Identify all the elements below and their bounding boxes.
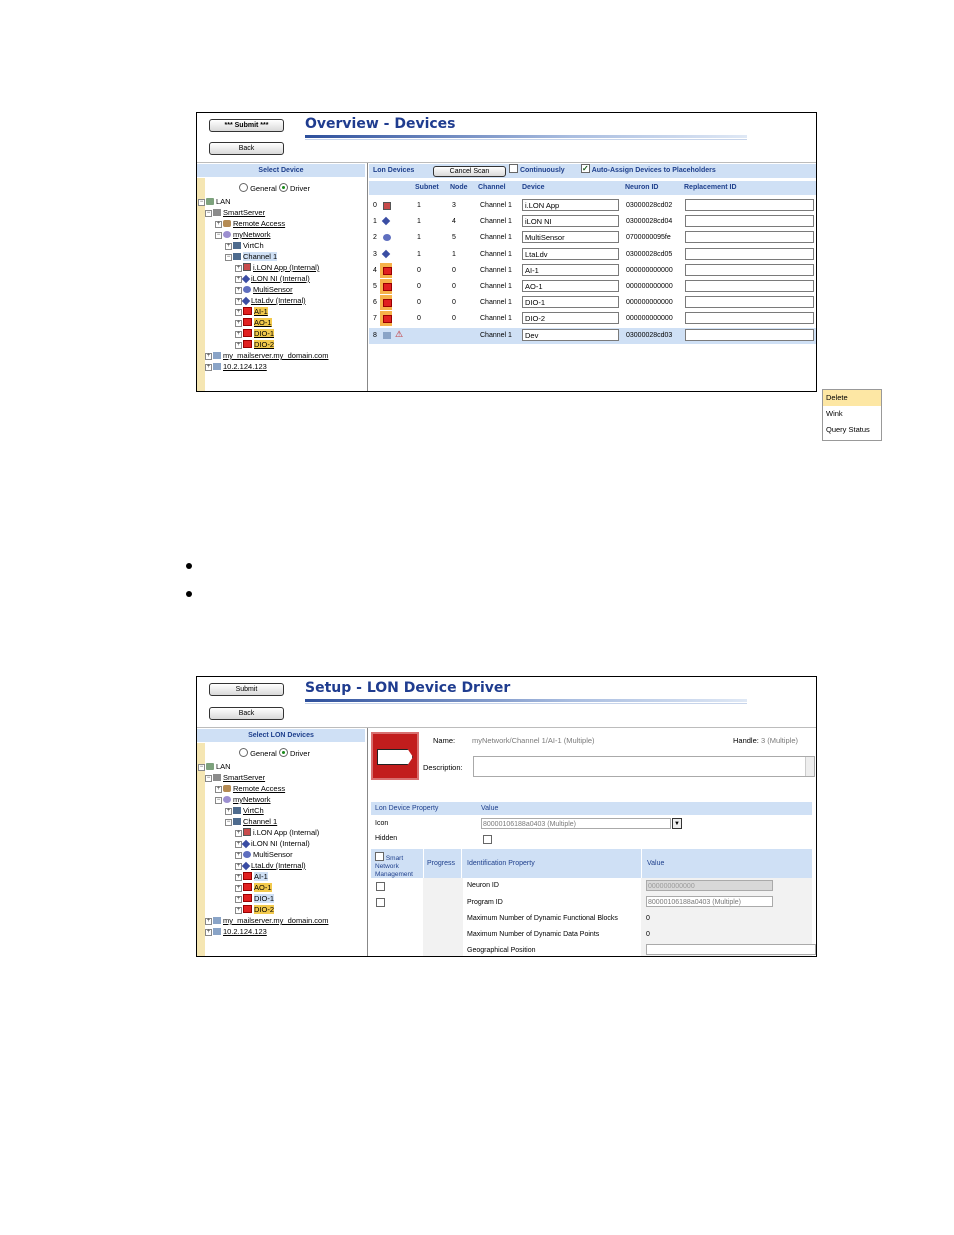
replacement-id-input[interactable]: [685, 312, 814, 324]
tree-item-ilon-ni[interactable]: + iLON NI (Internal): [236, 274, 310, 283]
tree-item-remote-access[interactable]: + Remote Access: [216, 219, 286, 228]
tree-item-lan[interactable]: − LAN: [199, 762, 231, 771]
node-cell: 1: [452, 250, 456, 258]
device-type-icon: [383, 202, 391, 210]
title-underline: [305, 135, 747, 138]
device-name-input[interactable]: Dev: [522, 329, 619, 341]
collapse-icon[interactable]: −: [199, 764, 204, 770]
bullet-point: [186, 563, 192, 569]
tree-item-lan[interactable]: − LAN: [199, 197, 231, 206]
radio-general-label: General: [250, 749, 277, 758]
network-icon: [223, 231, 231, 238]
cancel-scan-button[interactable]: Cancel Scan: [433, 166, 506, 177]
device-name-input[interactable]: DIO-1: [522, 296, 619, 308]
submit-button[interactable]: *** Submit ***: [209, 119, 284, 132]
expand-icon[interactable]: +: [236, 907, 241, 913]
tree-item-dio-2[interactable]: + DIO-2: [236, 905, 275, 914]
tree-item-ilon-app[interactable]: + i.LON App (Internal): [236, 263, 320, 272]
network-icon: [223, 796, 231, 803]
title-underline: [305, 699, 747, 702]
max-dyn-datapoints-value: 0: [646, 931, 650, 938]
smart-network-mgmt-label: Smart Network Management: [375, 855, 413, 878]
auto-assign-label: Auto-Assign Devices to Placeholders: [591, 167, 716, 174]
column-divider: [423, 849, 424, 878]
sensor-icon: [243, 286, 251, 293]
radio-general[interactable]: [239, 183, 248, 192]
radio-driver-label: Driver: [289, 184, 310, 193]
hidden-checkbox[interactable]: [483, 835, 492, 844]
header-divider: [197, 162, 816, 163]
top-button-panel: [197, 113, 298, 163]
tree-item-multisensor[interactable]: + MultiSensor: [236, 850, 293, 859]
collapse-icon[interactable]: −: [199, 199, 204, 205]
description-textarea[interactable]: [473, 756, 815, 777]
subnet-cell: 0: [417, 299, 421, 307]
placeholder-device-icon: [243, 329, 252, 337]
icon-label: Icon: [375, 820, 389, 827]
collapse-icon[interactable]: −: [216, 797, 221, 803]
icon-field[interactable]: 80000106188a0403 (Multiple): [481, 818, 671, 829]
server-icon: [213, 209, 221, 216]
tree-item-ilon-app[interactable]: + i.LON App (Internal): [236, 828, 320, 837]
device-type-icon: [383, 332, 391, 339]
radio-general-label: General: [250, 184, 277, 193]
select-device-header: Select Device: [197, 164, 365, 177]
col-identification-property: Identification Property: [467, 860, 535, 867]
radio-general[interactable]: [239, 748, 248, 757]
tree-item-mynetwork[interactable]: − myNetwork: [216, 230, 271, 239]
max-dyn-datapoints-label: Maximum Number of Dynamic Data Points: [467, 931, 600, 938]
channel-cell: Channel 1: [480, 283, 512, 290]
device-context-menu: [822, 389, 882, 441]
replacement-id-input[interactable]: [685, 296, 814, 308]
col-device[interactable]: Device: [522, 184, 545, 191]
device-type-icon: [383, 283, 392, 291]
pane-divider: [367, 728, 368, 956]
device-type-icon: [383, 299, 392, 307]
col-replacement-id[interactable]: Replacement ID: [684, 184, 737, 191]
back-button[interactable]: Back: [209, 142, 284, 155]
placeholder-device-icon: [243, 307, 252, 315]
tree-item-mailserver[interactable]: + my_mailserver.my_domain.com: [206, 351, 329, 360]
submit-button[interactable]: Submit: [209, 683, 284, 696]
title-underline-2: [305, 139, 747, 140]
top-button-panel: [197, 677, 298, 727]
program-id-label: Program ID: [467, 899, 503, 906]
neuron-id-cell: 000000000000: [626, 266, 673, 274]
continuously-label: Continuously: [519, 167, 565, 174]
device-properties-pane: [369, 728, 816, 956]
collapse-icon[interactable]: −: [206, 775, 211, 781]
neuron-id-cell: 0700000095fe: [626, 234, 671, 242]
expand-icon[interactable]: +: [236, 298, 241, 304]
node-cell: 0: [452, 315, 456, 323]
expand-icon[interactable]: +: [236, 309, 241, 315]
node-cell: 0: [452, 266, 456, 274]
tree-item-ao-1[interactable]: + AO-1: [236, 883, 272, 892]
subnet-cell: 0: [417, 266, 421, 274]
select-lon-devices-header: Select LON Devices: [197, 729, 365, 742]
hidden-label: Hidden: [375, 835, 398, 842]
placeholder-device-icon: [243, 318, 252, 326]
expand-icon[interactable]: +: [236, 885, 241, 891]
menu-item-query-status[interactable]: Query Status: [826, 425, 870, 434]
geo-position-label: Geographical Position: [467, 947, 536, 954]
lan-icon: [206, 763, 214, 770]
collapse-icon[interactable]: −: [206, 210, 211, 216]
name-value: myNetwork/Channel 1/AI-1 (Multiple): [472, 736, 595, 745]
channel-cell: Channel 1: [480, 299, 512, 307]
tree-item-remote-access[interactable]: + Remote Access: [216, 784, 286, 793]
col-channel[interactable]: Channel: [478, 184, 506, 191]
neuron-id-cell: 000000000000: [626, 315, 673, 323]
tree-item-mynetwork[interactable]: − myNetwork: [216, 795, 271, 804]
collapse-icon[interactable]: −: [216, 232, 221, 238]
tree-item-dio-2[interactable]: + DIO-2: [236, 340, 275, 349]
column-divider: [641, 849, 642, 878]
expand-icon[interactable]: +: [216, 221, 221, 227]
neuron-id-cell: 03000028cd04: [626, 218, 673, 226]
channel-icon: [233, 242, 241, 249]
expand-icon[interactable]: +: [236, 287, 241, 293]
tree-item-channel-1[interactable]: − Channel 1: [226, 252, 278, 261]
device-type-icon: [383, 315, 392, 323]
node-cell: 0: [452, 283, 456, 290]
col-value-2: Value: [647, 860, 665, 867]
expand-icon[interactable]: +: [236, 874, 241, 880]
page-title: Setup - LON Device Driver: [305, 680, 511, 696]
placeholder-device-icon: [243, 872, 252, 880]
computer-icon: [213, 917, 221, 924]
channel-cell: Channel 1: [480, 331, 512, 339]
channel-cell: Channel 1: [480, 202, 512, 209]
col-progress: Progress: [427, 860, 456, 867]
expand-icon[interactable]: +: [236, 276, 241, 282]
phone-icon: [223, 785, 231, 792]
max-dyn-fblocks-label: Maximum Number of Dynamic Functional Blocks: [467, 915, 618, 922]
expand-icon[interactable]: +: [206, 353, 211, 359]
device-icon: [371, 732, 419, 780]
row-index: 1: [373, 218, 377, 226]
ni-device-icon: [242, 275, 250, 283]
description-label: Description:: [423, 763, 463, 772]
device-tree-pane: [197, 164, 367, 391]
row-index: 0: [373, 202, 377, 209]
replacement-id-input[interactable]: [685, 280, 814, 292]
pane-divider: [367, 163, 368, 391]
placeholder-device-icon: [243, 883, 252, 891]
tree-item-ltaldv[interactable]: + LtaLdv (Internal): [236, 861, 306, 870]
row-index: 6: [373, 299, 377, 307]
tree-item-virtch[interactable]: + VirtCh: [226, 241, 264, 250]
replacement-id-input[interactable]: [685, 329, 814, 341]
warning-icon: ⚠: [395, 328, 404, 339]
device-name-input[interactable]: AO-1: [522, 280, 619, 292]
expand-icon[interactable]: +: [236, 320, 241, 326]
channel-cell: Channel 1: [480, 234, 512, 242]
device-name-input[interactable]: iLON NI: [522, 215, 619, 227]
col-neuron-id[interactable]: Neuron ID: [625, 184, 659, 191]
menu-item-wink[interactable]: Wink: [826, 409, 843, 418]
col-lon-device-property: Lon Device Property: [375, 805, 439, 812]
program-id-field[interactable]: 80000106188a0403 (Multiple): [646, 896, 773, 907]
col-node[interactable]: Node: [450, 184, 468, 191]
smart-network-mgmt-checkbox[interactable]: [375, 852, 384, 861]
tree-item-multisensor[interactable]: + MultiSensor: [236, 285, 293, 294]
neuron-id-label: Neuron ID: [467, 882, 499, 889]
node-cell: 3: [452, 202, 456, 209]
device-table-header: [369, 181, 816, 195]
replacement-id-input[interactable]: [685, 231, 814, 243]
channel-icon: [233, 818, 241, 825]
tree-item-ltaldv[interactable]: + LtaLdv (Internal): [236, 296, 306, 305]
tree-item-ai-1[interactable]: + AI-1: [236, 307, 268, 316]
neuron-id-cell: 03000028cd02: [626, 202, 673, 209]
view-mode-radios: [239, 748, 310, 758]
subnet-cell: 1: [417, 202, 421, 209]
channel-cell: Channel 1: [480, 218, 512, 226]
channel-cell: Channel 1: [480, 315, 512, 323]
collapse-icon[interactable]: −: [226, 819, 231, 825]
menu-item-delete[interactable]: Delete: [823, 390, 881, 406]
device-tree-pane: [197, 729, 367, 956]
expand-icon[interactable]: +: [226, 243, 231, 249]
expand-icon[interactable]: +: [206, 918, 211, 924]
neuron-id-field[interactable]: 000000000000: [646, 880, 773, 891]
app-device-icon: [243, 828, 251, 836]
row-index: 8: [373, 331, 377, 339]
tree-item-remote-ip[interactable]: + 10.2.124.123: [206, 927, 267, 936]
subnet-cell: 1: [417, 218, 421, 226]
tree-item-remote-ip[interactable]: + 10.2.124.123: [206, 362, 267, 371]
neuron-id-cell: 000000000000: [626, 283, 673, 290]
overview-devices-screenshot: [196, 112, 870, 434]
column-divider: [461, 849, 462, 878]
channel-icon: [233, 807, 241, 814]
lon-property-header: [371, 802, 812, 815]
expand-icon[interactable]: +: [236, 863, 241, 869]
radio-driver[interactable]: [279, 183, 288, 192]
tree-stripe: [197, 743, 205, 956]
replacement-id-input[interactable]: [685, 248, 814, 260]
subnet-cell: 1: [417, 234, 421, 242]
lan-icon: [206, 198, 214, 205]
title-underline-2: [305, 703, 747, 704]
row-index: 5: [373, 283, 377, 290]
channel-icon: [233, 253, 241, 260]
tree-item-smartserver[interactable]: − SmartServer: [206, 773, 266, 782]
phone-icon: [223, 220, 231, 227]
channel-cell: Channel 1: [480, 250, 512, 258]
lon-devices-toolbar: [369, 164, 816, 178]
ni-device-icon: [242, 297, 250, 305]
expand-icon[interactable]: +: [236, 331, 241, 337]
icon-dropdown-button[interactable]: ▼: [672, 818, 682, 829]
ni-device-icon: [242, 840, 250, 848]
tree-item-ilon-ni[interactable]: + iLON NI (Internal): [236, 839, 310, 848]
geo-position-field[interactable]: [646, 944, 816, 955]
radio-driver[interactable]: [279, 748, 288, 757]
node-cell: 5: [452, 234, 456, 242]
tree-item-channel-1[interactable]: − Channel 1: [226, 817, 278, 826]
setup-lon-driver-screenshot: [196, 676, 817, 957]
tree-item-ai-1[interactable]: + AI-1: [236, 872, 268, 881]
expand-icon[interactable]: +: [226, 808, 231, 814]
node-cell: 4: [452, 218, 456, 226]
ni-device-icon: [242, 862, 250, 870]
expand-icon[interactable]: +: [236, 830, 241, 836]
computer-icon: [213, 928, 221, 935]
placeholder-device-icon: [243, 905, 252, 913]
expand-icon[interactable]: +: [236, 265, 241, 271]
expand-icon[interactable]: +: [236, 841, 241, 847]
identification-header: [371, 849, 812, 878]
lon-devices-label: Lon Devices: [373, 167, 415, 174]
row-index: 7: [373, 315, 377, 323]
device-type-icon: [383, 267, 392, 275]
tree-item-smartserver[interactable]: − SmartServer: [206, 208, 266, 217]
tree-item-ao-1[interactable]: + AO-1: [236, 318, 272, 327]
expand-icon[interactable]: +: [236, 342, 241, 348]
server-icon: [213, 774, 221, 781]
subnet-cell: 0: [417, 283, 421, 290]
expand-icon[interactable]: +: [206, 364, 211, 370]
col-value: Value: [481, 805, 499, 812]
device-name-input[interactable]: i.LON App: [522, 199, 619, 211]
back-button[interactable]: Back: [209, 707, 284, 720]
continuously-checkbox[interactable]: [509, 164, 518, 173]
row-index: 2: [373, 234, 377, 242]
program-id-checkbox[interactable]: [376, 898, 385, 907]
app-device-icon: [243, 263, 251, 271]
expand-icon[interactable]: +: [236, 896, 241, 902]
description-scrollbar[interactable]: [805, 757, 814, 776]
sensor-icon: [243, 851, 251, 858]
expand-icon[interactable]: +: [216, 786, 221, 792]
computer-icon: [213, 363, 221, 370]
tree-item-virtch[interactable]: + VirtCh: [226, 806, 264, 815]
subnet-cell: 0: [417, 315, 421, 323]
row-index: 3: [373, 250, 377, 258]
device-name-input[interactable]: LtaLdv: [522, 248, 619, 260]
computer-icon: [213, 352, 221, 359]
subnet-cell: 1: [417, 250, 421, 258]
radio-driver-label: Driver: [289, 749, 310, 758]
handle-label: Handle:: [733, 736, 759, 745]
expand-icon[interactable]: +: [236, 852, 241, 858]
neuron-id-cell: 000000000000: [626, 299, 673, 307]
tree-item-mailserver[interactable]: + my_mailserver.my_domain.com: [206, 916, 329, 925]
lon-devices-pane: [369, 164, 870, 434]
col-subnet[interactable]: Subnet: [415, 184, 439, 191]
handle-value: 3 (Multiple): [760, 736, 799, 745]
replacement-id-input[interactable]: [685, 199, 814, 211]
tree-item-dio-1[interactable]: + DIO-1: [236, 894, 275, 903]
device-name-input[interactable]: DIO-2: [522, 312, 619, 324]
tree-stripe: [197, 178, 205, 391]
device-name-input[interactable]: MultiSensor: [522, 231, 619, 243]
tree-item-dio-1[interactable]: + DIO-1: [236, 329, 275, 338]
neuron-id-cell: 03000028cd03: [626, 331, 673, 339]
name-label: Name:: [433, 736, 456, 745]
row-index: 4: [373, 266, 377, 274]
page-title: Overview - Devices: [305, 116, 456, 132]
neuron-id-checkbox[interactable]: [376, 882, 385, 891]
node-cell: 0: [452, 299, 456, 307]
placeholder-device-icon: [243, 340, 252, 348]
placeholder-device-icon: [243, 894, 252, 902]
collapse-icon[interactable]: −: [226, 254, 231, 260]
max-dyn-fblocks-value: 0: [646, 915, 650, 922]
replacement-id-input[interactable]: [685, 215, 814, 227]
neuron-id-cell: 03000028cd05: [626, 250, 673, 258]
replacement-id-input[interactable]: [685, 264, 814, 276]
auto-assign-checkbox[interactable]: [581, 164, 590, 173]
bullet-point: [186, 591, 192, 597]
device-name-input[interactable]: AI-1: [522, 264, 619, 276]
view-mode-radios: [239, 183, 310, 193]
channel-cell: Channel 1: [480, 266, 512, 274]
expand-icon[interactable]: +: [206, 929, 211, 935]
